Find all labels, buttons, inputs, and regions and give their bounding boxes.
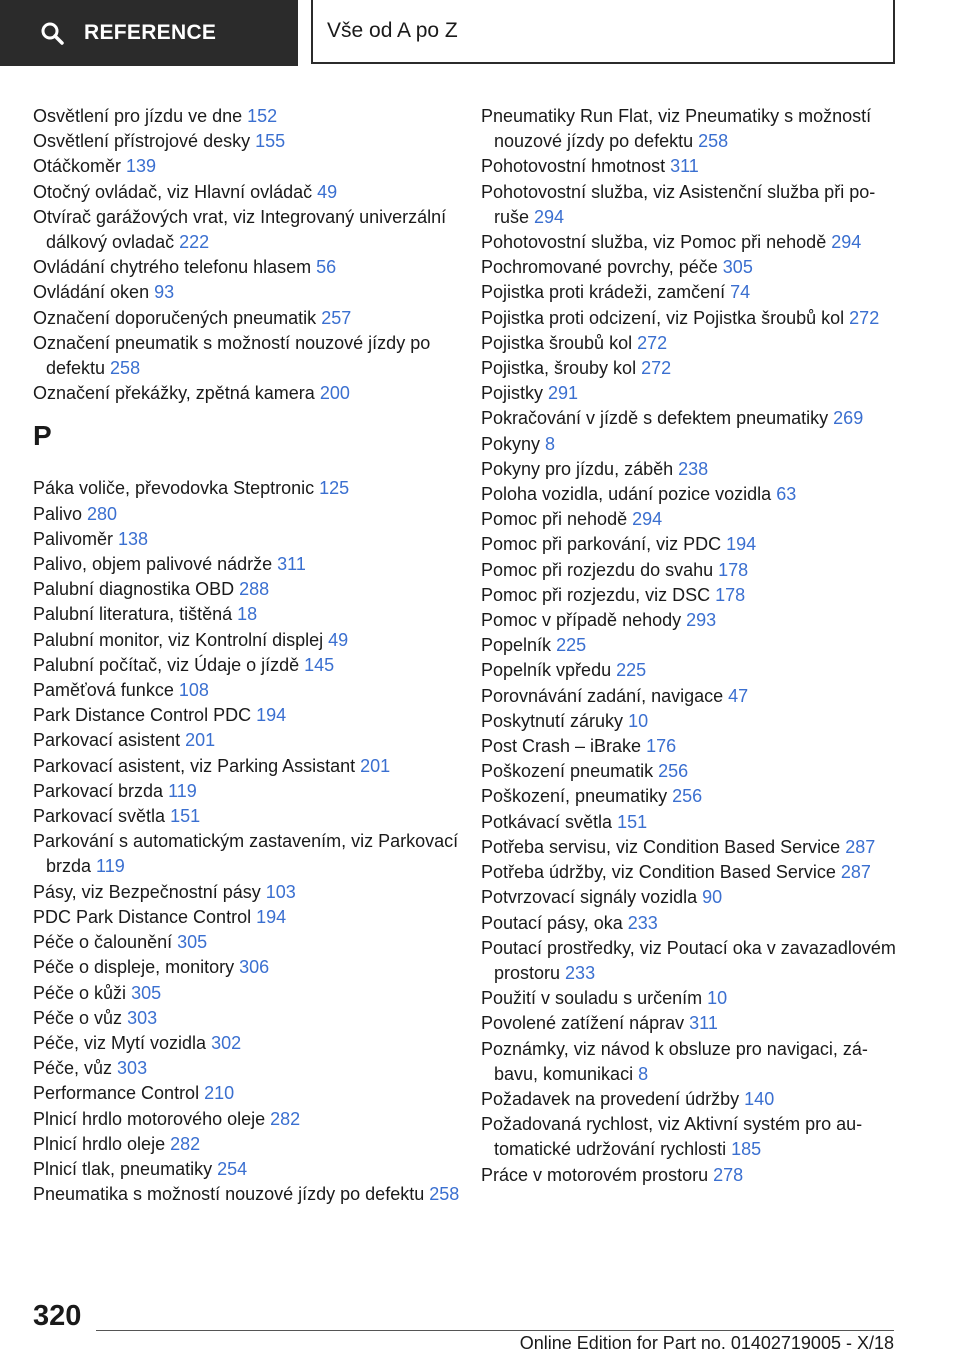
index-entry-term: Potřeba údržby, viz Condition Based Service <box>481 862 841 883</box>
page-link[interactable]: 145 <box>304 654 335 675</box>
reference-tab[interactable] <box>0 0 298 66</box>
page-link[interactable]: 272 <box>641 358 672 379</box>
page-link[interactable]: 119 <box>96 856 125 877</box>
index-entry <box>33 602 473 627</box>
index-entry <box>481 180 901 230</box>
index-entry <box>33 306 473 331</box>
index-entry-term: Park Distance Control PDC <box>33 705 257 726</box>
index-entry-term: Palubní počítač, viz Údaje o jízdě <box>33 654 305 675</box>
index-entry <box>481 784 901 809</box>
page-link[interactable]: 125 <box>319 478 350 499</box>
index-entry-term: Parkování s automatickým zastavením, viz Parkovací brzda <box>33 831 459 877</box>
page-link[interactable]: 49 <box>328 629 349 650</box>
page-link[interactable]: 233 <box>627 912 658 933</box>
page-link[interactable]: 56 <box>316 257 337 278</box>
index-column-left <box>33 104 473 1207</box>
page-link[interactable]: 282 <box>170 1133 201 1154</box>
index-entry-term: Pásy, viz Bezpečnostní pásy <box>33 881 266 902</box>
page-link[interactable]: 176 <box>646 736 677 757</box>
index-entry-term: Péče o kůži <box>33 982 132 1003</box>
page-link[interactable]: 200 <box>319 383 350 404</box>
page-link[interactable]: 305 <box>131 982 162 1003</box>
index-entry-term: Pohotovostní služba, viz Asistenční služba při poruše <box>481 181 876 227</box>
page-link[interactable]: 74 <box>730 282 751 303</box>
index-entry-term: Osvětlení přístrojové desky <box>33 131 256 152</box>
index-entry-term: Pojistka, šrouby kol <box>481 358 642 379</box>
index-entry <box>33 527 473 552</box>
index-entry-term: Pokračování v jízdě s defektem pneumatiky <box>481 408 834 429</box>
index-entry-term: Potvrzovací signály vozidla <box>481 887 703 908</box>
index-entry-term: Pokyny <box>481 433 546 454</box>
index-entry <box>481 457 901 482</box>
page-link[interactable]: 305 <box>177 932 208 953</box>
index-entry-term: Popelník vpředu <box>481 660 617 681</box>
index-entry-term: Označení pneumatik s možností nouzové jízdy po defektu <box>33 332 431 379</box>
index-entry <box>481 1163 901 1188</box>
index-entry <box>33 955 473 980</box>
index-entry-term: PDC Park Distance Control <box>33 906 257 927</box>
index-entry-term: Poloha vozidla, udání pozice vozidla <box>481 484 777 505</box>
page-link[interactable]: 47 <box>728 685 749 706</box>
index-entry <box>481 1011 901 1036</box>
page-link[interactable]: 258 <box>429 1184 460 1205</box>
index-entry <box>481 331 901 356</box>
index-entry <box>481 1087 901 1112</box>
index-entry <box>33 205 473 255</box>
index-entry-term: Porovnávání zadání, navigace <box>481 685 729 706</box>
index-entry-term: Palivo, objem palivové nádrže <box>33 554 278 575</box>
index-entry-term: Parkovací brzda <box>33 780 169 801</box>
index-entry <box>481 709 901 734</box>
index-list-o <box>33 104 473 406</box>
page-link[interactable]: 178 <box>718 559 749 580</box>
index-entry-term: Otočný ovládač, viz Hlavní ovládač <box>33 181 318 202</box>
page-link[interactable]: 278 <box>713 1164 744 1185</box>
index-entry-term: Poskytnutí záruky <box>481 710 629 731</box>
index-entry <box>481 911 901 936</box>
index-entry <box>481 532 901 557</box>
index-entry <box>33 381 473 406</box>
footer-divider <box>96 1330 894 1331</box>
index-entry <box>481 1112 901 1162</box>
index-entry-term: Pokyny pro jízdu, záběh <box>481 458 679 479</box>
index-entry <box>33 1132 473 1157</box>
page-link[interactable]: 238 <box>678 458 709 479</box>
page-link[interactable]: 288 <box>239 579 270 600</box>
index-entry <box>481 810 901 835</box>
index-entry-term: Pomoc v případě nehody <box>481 610 687 631</box>
page-link[interactable]: 258 <box>698 131 729 152</box>
index-entry <box>33 255 473 280</box>
index-entry <box>33 779 473 804</box>
page-link[interactable]: 311 <box>670 156 699 177</box>
index-entry <box>33 880 473 905</box>
index-entry <box>481 230 901 255</box>
index-entry <box>33 476 473 501</box>
page-link[interactable]: 10 <box>628 710 649 731</box>
index-entry-term: Pomoc při parkování, viz PDC <box>481 534 727 555</box>
index-entry <box>33 930 473 955</box>
index-entry-term: Palubní literatura, tištěná <box>33 604 238 625</box>
index-entry-term: Poznámky, viz návod k obsluze pro navigaci, zábavu, komunikaci <box>481 1038 868 1084</box>
index-entry-term: Ovládání chytrého telefonu hlasem <box>33 257 317 278</box>
index-entry <box>33 1031 473 1056</box>
index-entry-term: Péče o vůz <box>33 1007 128 1028</box>
index-entry <box>481 583 901 608</box>
page-link[interactable]: 155 <box>255 131 286 152</box>
index-entry <box>33 552 473 577</box>
page-link[interactable]: 151 <box>170 806 201 827</box>
page-link[interactable]: 139 <box>126 156 157 177</box>
section-letter: P <box>33 420 52 452</box>
page-link[interactable]: 269 <box>833 408 864 429</box>
page-number: 320 <box>33 1300 82 1332</box>
index-entry-term: Péče o displeje, monitory <box>33 957 240 978</box>
index-entry <box>481 280 901 305</box>
index-entry <box>481 104 901 154</box>
index-entry-term: Páka voliče, převodovka Steptronic <box>33 478 320 499</box>
page-link[interactable]: 222 <box>179 232 210 253</box>
page-link[interactable]: 138 <box>118 528 149 549</box>
page-link[interactable]: 8 <box>638 1063 649 1084</box>
page-link[interactable]: 272 <box>637 332 668 353</box>
page-link[interactable]: 306 <box>239 957 270 978</box>
index-entry <box>33 981 473 1006</box>
index-entry-term: Osvětlení pro jízdu ve dne <box>33 106 248 126</box>
page-link[interactable]: 256 <box>672 786 703 807</box>
page-link[interactable]: 201 <box>185 730 216 751</box>
index-entry <box>33 829 473 879</box>
page-link[interactable]: 194 <box>256 906 287 927</box>
index-entry-term: Paměťová funkce <box>33 680 179 701</box>
page-link[interactable]: 293 <box>686 610 717 631</box>
page-link[interactable]: 201 <box>360 755 391 776</box>
index-entry-term: Označení doporučených pneumatik <box>33 307 322 328</box>
index-entry-term: Pneumatiky Run Flat, viz Pneumatiky s možností nouzové jízdy po defektu <box>481 106 872 152</box>
index-list-p <box>33 476 473 1207</box>
page-link[interactable]: 10 <box>707 988 728 1009</box>
index-entry <box>481 558 901 583</box>
index-entry-term: Potřeba servisu, viz Condition Based Service <box>481 836 846 857</box>
page-link[interactable]: 210 <box>204 1083 235 1104</box>
index-entry <box>481 306 901 331</box>
index-entry <box>481 432 901 457</box>
index-entry <box>481 734 901 759</box>
index-entry-term: Ovládání oken <box>33 282 155 303</box>
index-entry <box>33 129 473 154</box>
index-entry <box>481 759 901 784</box>
index-entry-term: Pojistka proti odcizení, viz Pojistka šroubů kol <box>481 307 850 328</box>
page-link[interactable]: 178 <box>715 584 746 605</box>
index-entry-term: Parkovací asistent, viz Parking Assistant <box>33 755 361 776</box>
index-entry <box>33 502 473 527</box>
index-entry <box>33 804 473 829</box>
index-entry <box>33 1107 473 1132</box>
index-entry-term: Pojistky <box>481 383 549 404</box>
page-link[interactable]: 258 <box>110 358 141 379</box>
index-entry-term: Parkovací asistent <box>33 730 186 751</box>
index-entry <box>481 860 901 885</box>
index-entry-term: Plnicí hrdlo motorového oleje <box>33 1108 271 1129</box>
index-entry <box>481 482 901 507</box>
index-entry <box>481 406 901 431</box>
index-entry-term: Popelník <box>481 635 557 656</box>
index-entry-term: Palivoměr <box>33 528 119 549</box>
index-entry <box>481 885 901 910</box>
page-link[interactable]: 90 <box>702 887 723 908</box>
page-link[interactable]: 280 <box>87 503 118 524</box>
index-entry-term: Pohotovostní hmotnost <box>481 156 671 177</box>
index-entry <box>33 728 473 753</box>
page-link[interactable]: 282 <box>270 1108 301 1129</box>
index-entry <box>481 1037 901 1087</box>
page-link[interactable]: 291 <box>548 383 579 404</box>
index-entry-term: Pomoc při rozjezdu do svahu <box>481 559 719 580</box>
index-entry-term: Potkávací světla <box>481 811 618 832</box>
index-entry <box>481 658 901 683</box>
index-entry-term: Performance Control <box>33 1083 205 1104</box>
index-entry <box>481 507 901 532</box>
index-entry <box>33 678 473 703</box>
page-link[interactable]: 119 <box>168 780 197 801</box>
index-entry <box>33 1056 473 1081</box>
index-entry-term: Péče, vůz <box>33 1058 118 1079</box>
chapter-title <box>311 0 895 64</box>
page-link[interactable]: 302 <box>211 1032 242 1053</box>
page-link[interactable]: 152 <box>247 106 278 126</box>
index-entry <box>481 608 901 633</box>
page-link[interactable]: 303 <box>117 1058 148 1079</box>
index-entry-term: Parkovací světla <box>33 806 171 827</box>
index-entry <box>481 986 901 1011</box>
edition-text: Online Edition for Part no. 01402719005 - X/18 <box>519 1333 894 1353</box>
index-entry <box>481 356 901 381</box>
index-entry-term: Pochromované povrchy, péče <box>481 257 723 278</box>
index-entry <box>33 331 473 381</box>
index-entry <box>33 905 473 930</box>
index-entry <box>481 835 901 860</box>
index-entry <box>33 1182 473 1207</box>
page-link[interactable]: 311 <box>277 554 306 575</box>
page-header <box>0 0 960 66</box>
index-entry <box>481 381 901 406</box>
page-link[interactable]: 103 <box>265 881 296 902</box>
index-entry-term: Poutací pásy, oka <box>481 912 628 933</box>
page-link[interactable]: 294 <box>632 509 663 530</box>
index-entry-term: Požadavek na provedení údržby <box>481 1088 745 1109</box>
index-entry-term: Plnicí hrdlo oleje <box>33 1133 171 1154</box>
page-link[interactable]: 49 <box>317 181 338 202</box>
page-link[interactable]: 287 <box>845 836 876 857</box>
reference-label: REFERENCE <box>84 21 217 44</box>
page-link[interactable]: 18 <box>237 604 258 625</box>
index-entry-term: Palubní monitor, viz Kontrolní displej <box>33 629 329 650</box>
index-entry-term: Otáčkoměr <box>33 156 127 177</box>
index-entry <box>33 754 473 779</box>
page-link[interactable]: 305 <box>722 257 753 278</box>
index-list-p-continued <box>481 104 901 1188</box>
index-entry-term: Povolené zatížení náprav <box>481 1013 690 1034</box>
index-entry <box>33 653 473 678</box>
page-link[interactable]: 8 <box>545 433 556 454</box>
page-link[interactable]: 256 <box>658 761 689 782</box>
index-entry <box>33 104 473 129</box>
page-link[interactable]: 233 <box>565 962 596 983</box>
index-entry <box>33 703 473 728</box>
page-link[interactable]: 303 <box>127 1007 158 1028</box>
index-column-right <box>481 104 901 1188</box>
page-link[interactable]: 287 <box>840 862 871 883</box>
page-link[interactable]: 194 <box>256 705 287 726</box>
page-link[interactable]: 108 <box>178 680 209 701</box>
index-entry-term: Poutací prostředky, viz Poutací oka v zavazadlovém prostoru <box>481 937 896 983</box>
page-link[interactable]: 151 <box>617 811 648 832</box>
index-entry <box>481 154 901 179</box>
index-entry-term: Pneumatika s možností nouzové jízdy po defektu <box>33 1184 430 1205</box>
index-entry-term: Pomoc při rozjezdu, viz DSC <box>481 584 716 605</box>
index-entry-term: Post Crash – iBrake <box>481 736 647 757</box>
index-entry <box>33 280 473 305</box>
index-entry-term: Pohotovostní služba, viz Pomoc při nehodě <box>481 232 832 253</box>
chapter-title-text: Vše od A po Z <box>327 19 458 42</box>
index-entry <box>33 1006 473 1031</box>
index-entry-term: Poškození pneumatik <box>481 761 659 782</box>
page-link[interactable]: 311 <box>689 1013 718 1034</box>
index-entry <box>481 936 901 986</box>
index-entry-term: Otvírač garážových vrat, viz Integrovaný univerzální dálkový ovladač <box>33 206 447 253</box>
index-entry-term: Označení překážky, zpětná kamera <box>33 383 320 404</box>
page-link[interactable]: 185 <box>731 1139 762 1160</box>
index-entry <box>33 180 473 205</box>
index-entry-term: Požadovaná rychlost, viz Aktivní systém pro automatické udržování rychlosti <box>481 1114 863 1160</box>
page-link[interactable]: 294 <box>534 206 565 227</box>
page-link[interactable]: 272 <box>849 307 880 328</box>
index-entry-term: Poškození, pneumatiky <box>481 786 673 807</box>
page-link[interactable]: 93 <box>154 282 175 303</box>
page-link[interactable]: 225 <box>556 635 587 656</box>
index-entry <box>33 628 473 653</box>
index-entry-term: Pomoc při nehodě <box>481 509 633 530</box>
page-link[interactable]: 254 <box>217 1158 248 1179</box>
page-link[interactable]: 140 <box>744 1088 775 1109</box>
page-link[interactable]: 63 <box>776 484 797 505</box>
index-entry <box>33 154 473 179</box>
index-entry-term: Práce v motorovém prostoru <box>481 1164 714 1185</box>
index-entry-term: Použití v souladu s určením <box>481 988 708 1009</box>
index-entry <box>481 684 901 709</box>
index-entry <box>33 577 473 602</box>
page-link[interactable]: 194 <box>726 534 757 555</box>
index-entry-term: Palubní diagnostika OBD <box>33 579 240 600</box>
index-entry-term: Plnicí tlak, pneumatiky <box>33 1158 218 1179</box>
index-entry <box>33 1157 473 1182</box>
index-entry <box>481 255 901 280</box>
index-entry-term: Péče o čalounění <box>33 932 178 953</box>
index-entry-term: Péče, viz Mytí vozidla <box>33 1032 212 1053</box>
search-icon <box>40 21 64 45</box>
index-entry-term: Pojistka proti krádeži, zamčení <box>481 282 731 303</box>
index-entry-term: Palivo <box>33 503 88 524</box>
page-link[interactable]: 294 <box>831 232 862 253</box>
index-entry <box>33 1081 473 1106</box>
page-link[interactable]: 257 <box>321 307 352 328</box>
index-entry-term: Pojistka šroubů kol <box>481 332 638 353</box>
index-entry <box>481 633 901 658</box>
page-link[interactable]: 225 <box>616 660 647 681</box>
